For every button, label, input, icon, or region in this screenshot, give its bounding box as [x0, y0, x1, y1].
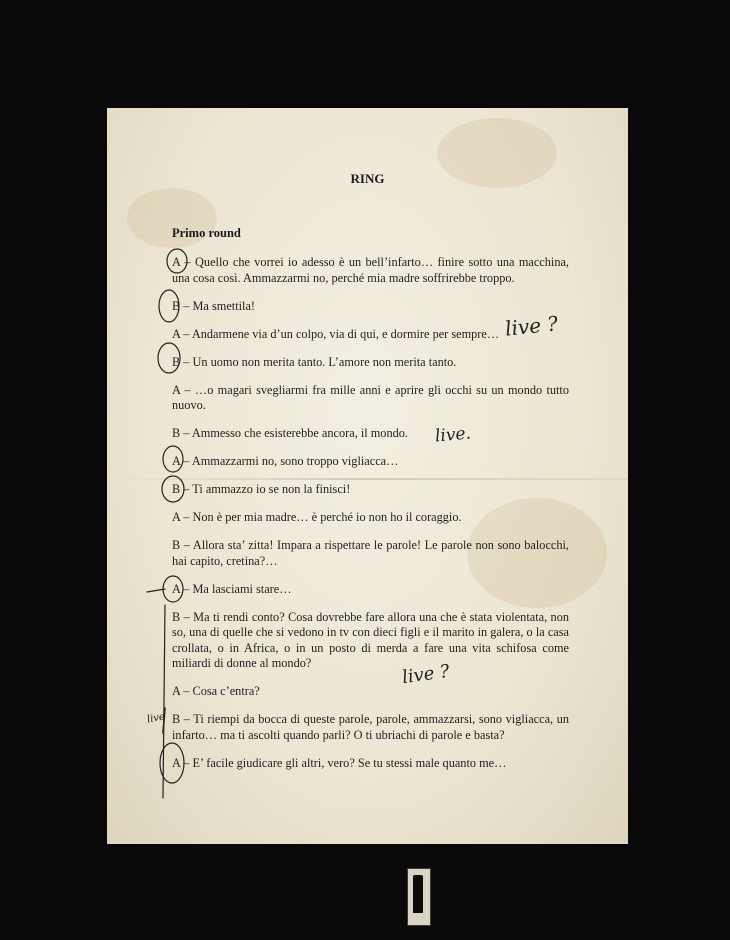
section-heading: Primo round	[172, 226, 241, 240]
dialogue-line: A – E’ facile giudicare gli altri, vero? Se tu stessi male quanto me…	[172, 755, 507, 770]
margin-bracket	[163, 605, 165, 798]
paper-page	[107, 108, 628, 844]
dialogue-line: B – Ma ti rendi conto? Cosa dovrebbe fare allora una che è stata violentata, non so, una di quelle che si vedono in tv con dieci figli e il marito in galera, o la casa crollata, o in Africa, o in un posto di merda a fare una vita schifosa come miliardi di donne al mondo?	[172, 609, 569, 670]
dialogue-line: B – Ti riempi da bocca di queste parole, parole, ammazzarsi, sono vigliacca, un infarto… ma ti ascolti quando parli? O ti ubriachi di parole e basta?	[172, 712, 569, 742]
dialogue-line: B – Un uomo non merita tanto. L’amore non merita tanto.	[172, 354, 457, 369]
dialogue-line: A – Non è per mia madre… è perché io non ho il coraggio.	[172, 510, 462, 524]
dialogue-line: B – Allora sta’ zitta! Impara a rispettare le parole! Le parole non sono balocchi, hai capito, cretina?…	[172, 538, 569, 568]
document-title: RING	[350, 171, 385, 186]
dialogue-line: A – …o magari svegliarmi fra mille anni e aprire gli occhi su un mondo tutto nuovo.	[172, 382, 569, 412]
dialogue-line: A – Ma lasciami stare…	[172, 581, 292, 596]
handwritten-note: live ?	[400, 660, 451, 689]
dialogue-line: A – Cosa c’entra?	[172, 684, 260, 698]
scanner-tab	[407, 868, 431, 926]
dialogue-line: A – Ammazzarmi no, sono troppo vigliacca…	[172, 454, 399, 468]
dialogue-line: A – Quello che vorrei io adesso è un bell’infarto… finire sotto una macchina, una cosa così. Ammazzarmi no, perché mia madre soffrirebbe troppo.	[172, 255, 569, 285]
dialogue-line: B – Ammesso che esisterebbe ancora, il mondo.	[172, 426, 408, 440]
dialogue-line: A – Andarmene via d’un colpo, via di qui, e dormire per sempre…	[172, 326, 500, 341]
handwritten-note: live.	[434, 423, 472, 447]
dialogue-line: B – Ti ammazzo io se non la finisci!	[172, 482, 351, 496]
handwritten-note: live ?	[503, 311, 560, 341]
pen-dash	[147, 589, 165, 592]
margin-note: live	[146, 711, 166, 726]
dialogue-line: B – Ma smettila!	[172, 298, 255, 313]
